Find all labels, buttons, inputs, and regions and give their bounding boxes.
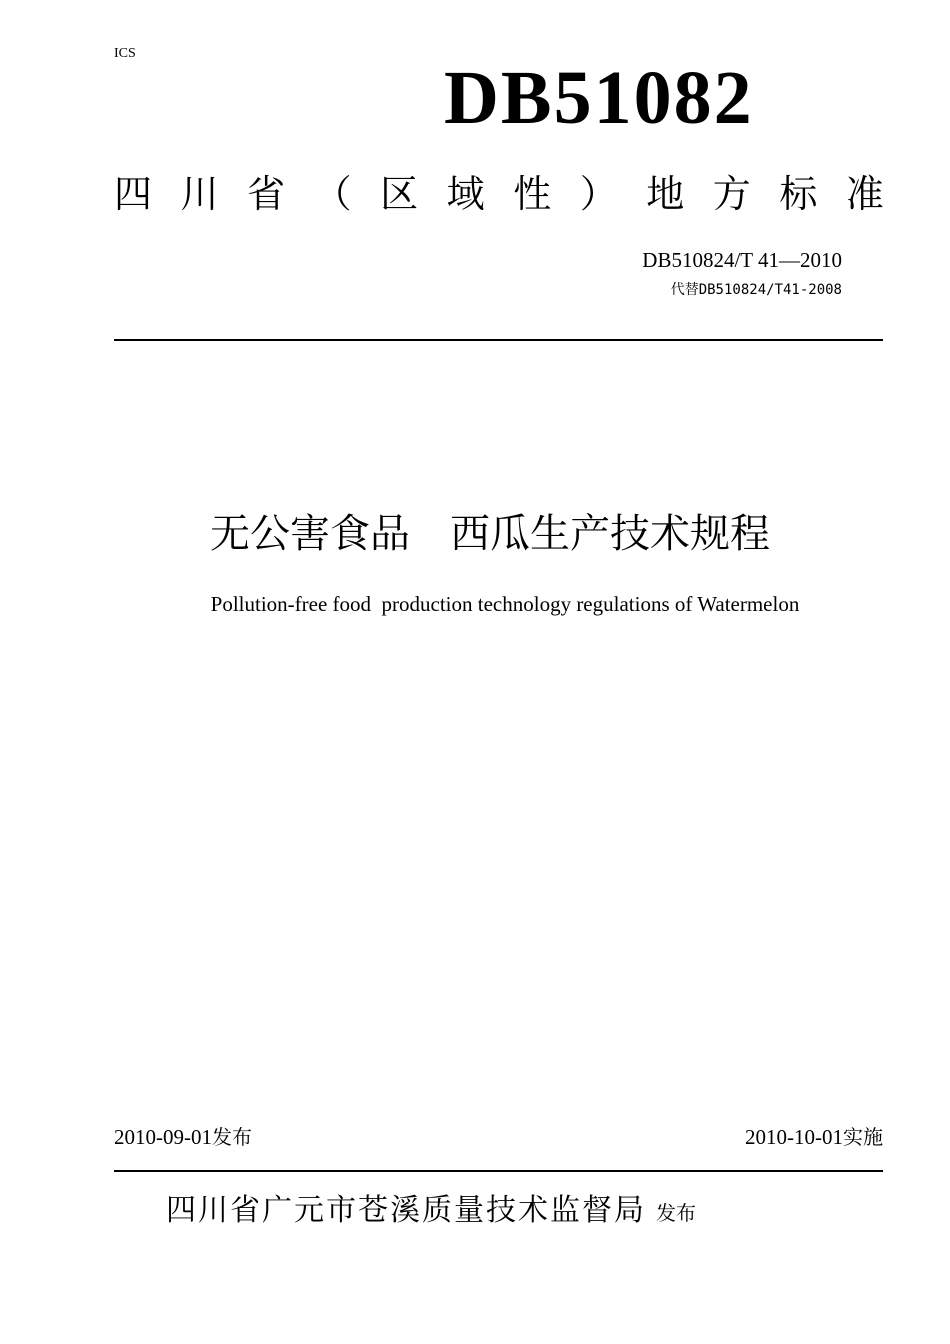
publish-date-line xyxy=(114,1121,252,1150)
standard-type-char: 省 xyxy=(247,172,286,216)
implement-date: 2010-10-01 xyxy=(745,1125,843,1149)
implement-label: 实施 xyxy=(843,1125,883,1149)
top-divider xyxy=(114,339,883,341)
issuer-name: 四川省广元市苍溪质量技术监督局 xyxy=(166,1193,646,1228)
standard-type-char: 域 xyxy=(446,172,485,216)
issuer-suffix: 发布 xyxy=(656,1201,696,1225)
implement-date-line xyxy=(745,1121,883,1150)
standard-type-char: 川 xyxy=(180,172,219,216)
standard-type-char: ） xyxy=(579,172,618,216)
standard-type-char: 准 xyxy=(845,172,884,216)
publish-date: 2010-09-01 xyxy=(114,1125,212,1149)
standard-type-char: （ xyxy=(313,172,352,216)
bottom-divider xyxy=(114,1170,883,1172)
standard-type-char: 四 xyxy=(114,172,153,216)
standard-type-char: 地 xyxy=(646,172,685,216)
standard-number: DB510824/T 41—2010 xyxy=(642,248,842,272)
standard-type xyxy=(114,168,884,220)
ics-label: ICS xyxy=(114,46,136,61)
issuer-line xyxy=(166,1185,696,1229)
title-chinese: 无公害食品 西瓜生产技术规程 xyxy=(210,511,770,557)
standard-type-char: 标 xyxy=(779,172,818,216)
standard-type-char: 区 xyxy=(380,172,419,216)
standard-code: DB51082 xyxy=(444,56,754,140)
publish-label: 发布 xyxy=(212,1125,252,1149)
title-english: Pollution-free food production technology regulations of Watermelon xyxy=(210,592,800,616)
standard-type-char: 方 xyxy=(712,172,751,216)
standard-type-char: 性 xyxy=(513,172,552,216)
replaces-standard: 代替DB510824/T41-2008 xyxy=(670,282,842,298)
